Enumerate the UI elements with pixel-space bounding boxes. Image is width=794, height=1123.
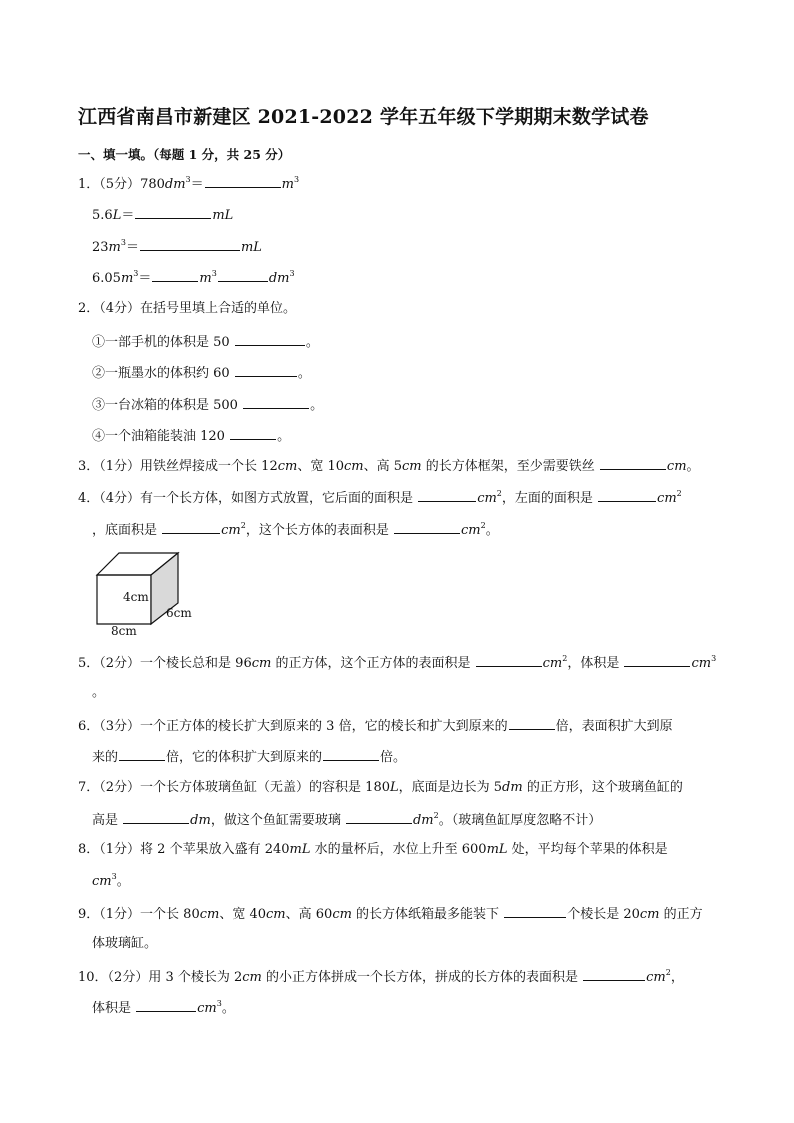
exponent: 3 — [185, 175, 191, 184]
text: 高是 — [92, 813, 119, 828]
text: 10．（2分）用 3 个棱长为 2 — [78, 970, 243, 985]
question-2-item-d — [92, 425, 290, 447]
unit: cm — [477, 491, 497, 506]
unit: cm — [277, 459, 298, 474]
exponent: 3 — [133, 269, 139, 278]
question-2-item-b — [92, 362, 311, 384]
text: 。（玻璃鱼缸厚度忽略不计） — [438, 813, 602, 828]
question-1-line-1 — [78, 173, 299, 195]
answer-blank[interactable] — [235, 362, 297, 377]
unit: cm — [197, 1001, 217, 1016]
text: 、高 5 — [363, 459, 403, 474]
unit: dm — [164, 177, 186, 192]
equals-sign: ＝ — [190, 177, 204, 192]
question-5-line-1 — [78, 652, 716, 674]
answer-blank[interactable] — [135, 204, 211, 219]
text: 的长方体纸箱最多能装下 — [351, 907, 500, 922]
item-text: ③一台冰箱的体积是 500 — [92, 398, 238, 413]
text: 的正方体，这个正方体的表面积是 — [271, 656, 471, 671]
value: 23 — [92, 240, 109, 255]
answer-blank[interactable] — [323, 746, 379, 761]
question-1-line-2 — [92, 204, 233, 226]
question-4-line-2 — [92, 519, 499, 541]
text: ，底面是边长为 5 — [398, 780, 503, 795]
text: ，做这个鱼缸需要玻璃 — [210, 813, 341, 828]
unit: cm — [266, 907, 286, 922]
exponent: 3 — [289, 269, 295, 278]
unit: mL — [289, 842, 311, 857]
text: 倍。 — [380, 750, 407, 765]
exponent: 3 — [711, 654, 717, 663]
answer-blank[interactable] — [235, 331, 305, 346]
unit: cm — [666, 459, 687, 474]
answer-blank[interactable] — [152, 267, 198, 282]
text: 9．（1分）一个长 80 — [78, 907, 200, 922]
unit: cm — [657, 491, 677, 506]
answer-blank[interactable] — [418, 487, 476, 502]
unit: m — [199, 271, 212, 286]
text: 倍，表面积扩大到原 — [555, 719, 673, 734]
text: 的小正方体拼成一个长方体，拼成的长方体的表面积是 — [261, 970, 579, 985]
answer-blank[interactable] — [504, 903, 566, 918]
text: 。 — [116, 874, 130, 889]
unit: mL — [486, 842, 508, 857]
text: 8．（1分）将 2 个苹果放入盛有 240 — [78, 842, 290, 857]
question-number: 1． — [78, 177, 100, 192]
text: 处，平均每个苹果的体积是 — [507, 842, 668, 857]
question-2-heading: 2．（4分）在括号里填上合适的单位。 — [78, 301, 297, 316]
item-text: ②一瓶墨水的体积约 60 — [92, 366, 230, 381]
text: 、宽 10 — [297, 459, 345, 474]
exponent: 3 — [120, 238, 126, 247]
punctuation: 。 — [297, 366, 311, 381]
unit: cm — [251, 656, 272, 671]
text: 。 — [221, 1001, 235, 1016]
question-1-line-3 — [92, 236, 262, 258]
question-7-line-1 — [78, 778, 683, 798]
unit: dm — [412, 813, 434, 828]
unit: m — [120, 271, 134, 286]
exponent: 3 — [216, 999, 222, 1008]
question-2-item-a — [92, 331, 319, 353]
punctuation: 。 — [310, 398, 324, 413]
answer-blank[interactable] — [509, 715, 555, 730]
text: 5．（2分）一个棱长总和是 96 — [78, 656, 252, 671]
question-score: （5分） — [99, 177, 141, 192]
question-8-line-2 — [92, 872, 130, 892]
exponent: 2 — [562, 654, 568, 663]
unit: dm — [190, 813, 211, 828]
text: 的长方体框架，至少需要铁丝 — [421, 459, 595, 474]
answer-blank[interactable] — [123, 809, 189, 824]
question-5-line-2: 。 — [92, 685, 106, 700]
text: ，体积是 — [567, 656, 620, 671]
value: 5.6 — [92, 208, 113, 223]
answer-blank[interactable] — [583, 966, 645, 981]
height-label: 4cm — [123, 590, 149, 604]
answer-blank[interactable] — [598, 487, 656, 502]
question-7-line-2 — [92, 809, 601, 831]
unit: cm — [691, 656, 712, 671]
value: 780 — [140, 177, 165, 192]
exponent: 2 — [676, 489, 682, 498]
unit: cm — [199, 907, 220, 922]
question-6-line-1 — [78, 715, 673, 737]
section-heading: 一、填一填。（每题 1 分，共 25 分） — [78, 147, 291, 162]
item-text: ①一部手机的体积是 50 — [92, 335, 230, 350]
exponent: 2 — [240, 521, 246, 530]
question-8-line-1 — [78, 840, 668, 860]
answer-blank[interactable] — [230, 425, 276, 440]
text: 体积是 — [92, 1001, 132, 1016]
text: ，底面积是 — [92, 523, 158, 538]
unit: L — [112, 208, 122, 223]
text: 个棱长是 20 — [567, 907, 640, 922]
text: 的正方形，这个玻璃鱼缸的 — [522, 780, 683, 795]
value: 6.05 — [92, 271, 121, 286]
text: 水的量杯后，水位上升至 600 — [310, 842, 487, 857]
question-10-line-2 — [92, 997, 235, 1019]
text: 4．（4分）有一个长方体，如图方式放置，它后面的面积是 — [78, 491, 414, 506]
exponent: 3 — [211, 269, 217, 278]
question-6-line-2 — [92, 746, 406, 768]
unit: mL — [240, 240, 262, 255]
exponent: 3 — [111, 872, 117, 881]
answer-blank[interactable] — [162, 519, 220, 534]
question-3 — [78, 455, 700, 477]
answer-blank[interactable] — [394, 519, 460, 534]
punctuation: 。 — [305, 335, 319, 350]
text: ，这个长方体的表面积是 — [245, 523, 389, 538]
answer-blank[interactable] — [624, 652, 690, 667]
answer-blank[interactable] — [119, 746, 165, 761]
text: 6．（3分）一个正方体的棱长扩大到原来的 3 倍，它的棱长和扩大到原来的 — [78, 719, 508, 734]
question-9-line-2: 体玻璃缸。 — [92, 936, 158, 951]
unit: mL — [212, 208, 234, 223]
text: 7．（2分）一个长方体玻璃鱼缸（无盖）的容积是 180 — [78, 780, 390, 795]
punctuation: 。 — [277, 429, 291, 444]
unit: cm — [461, 523, 481, 538]
exponent: 3 — [293, 175, 300, 184]
question-10-line-1 — [78, 966, 684, 988]
question-4-line-1 — [78, 487, 682, 509]
answer-blank[interactable] — [136, 997, 196, 1012]
text: 倍，它的体积扩大到原来的 — [166, 750, 323, 765]
depth-label: 6cm — [166, 606, 192, 620]
answer-blank[interactable] — [346, 809, 412, 824]
unit: L — [390, 780, 399, 795]
width-label: 8cm — [111, 624, 137, 638]
exponent: 2 — [665, 968, 671, 977]
text: 、高 60 — [285, 907, 333, 922]
unit: cm — [242, 970, 262, 985]
text: 的正方 — [659, 907, 703, 922]
page-title: 江西省南昌市新建区 2021-2022 学年五年级下学期期末数学试卷 — [78, 106, 649, 128]
unit: cm — [639, 907, 660, 922]
question-1-line-4 — [92, 267, 295, 289]
unit: cm — [344, 459, 364, 474]
text: 。 — [686, 459, 700, 474]
text: 3．（1分）用铁丝焊接成一个长 12 — [78, 459, 278, 474]
unit: cm — [646, 970, 666, 985]
text: ，左面的面积是 — [501, 491, 593, 506]
exponent: 2 — [480, 521, 486, 530]
equals-sign: ＝ — [125, 240, 139, 255]
unit: dm — [268, 271, 290, 286]
question-9-line-1 — [78, 903, 703, 925]
answer-blank[interactable] — [218, 267, 268, 282]
answer-blank[interactable] — [476, 652, 542, 667]
unit: cm — [221, 523, 241, 538]
unit: m — [281, 177, 294, 192]
equals-sign: ＝ — [121, 208, 135, 223]
unit: cm — [332, 907, 352, 922]
item-text: ④一个油箱能装油 120 — [92, 429, 225, 444]
unit: dm — [502, 780, 523, 795]
equals-sign: ＝ — [138, 271, 152, 286]
answer-blank[interactable] — [243, 394, 309, 409]
cuboid-figure — [92, 548, 202, 643]
answer-blank[interactable] — [600, 455, 666, 470]
question-2-item-c — [92, 394, 323, 416]
unit: cm — [402, 459, 422, 474]
exponent: 2 — [496, 489, 502, 498]
text: 来的 — [92, 750, 119, 765]
answer-blank[interactable] — [205, 173, 281, 188]
unit: cm — [92, 874, 112, 889]
text: 。 — [485, 523, 499, 538]
text: 、宽 40 — [219, 907, 267, 922]
answer-blank[interactable] — [140, 236, 240, 251]
unit: cm — [542, 656, 563, 671]
exponent: 2 — [433, 811, 439, 820]
unit: m — [108, 240, 121, 255]
text: ， — [670, 970, 684, 985]
